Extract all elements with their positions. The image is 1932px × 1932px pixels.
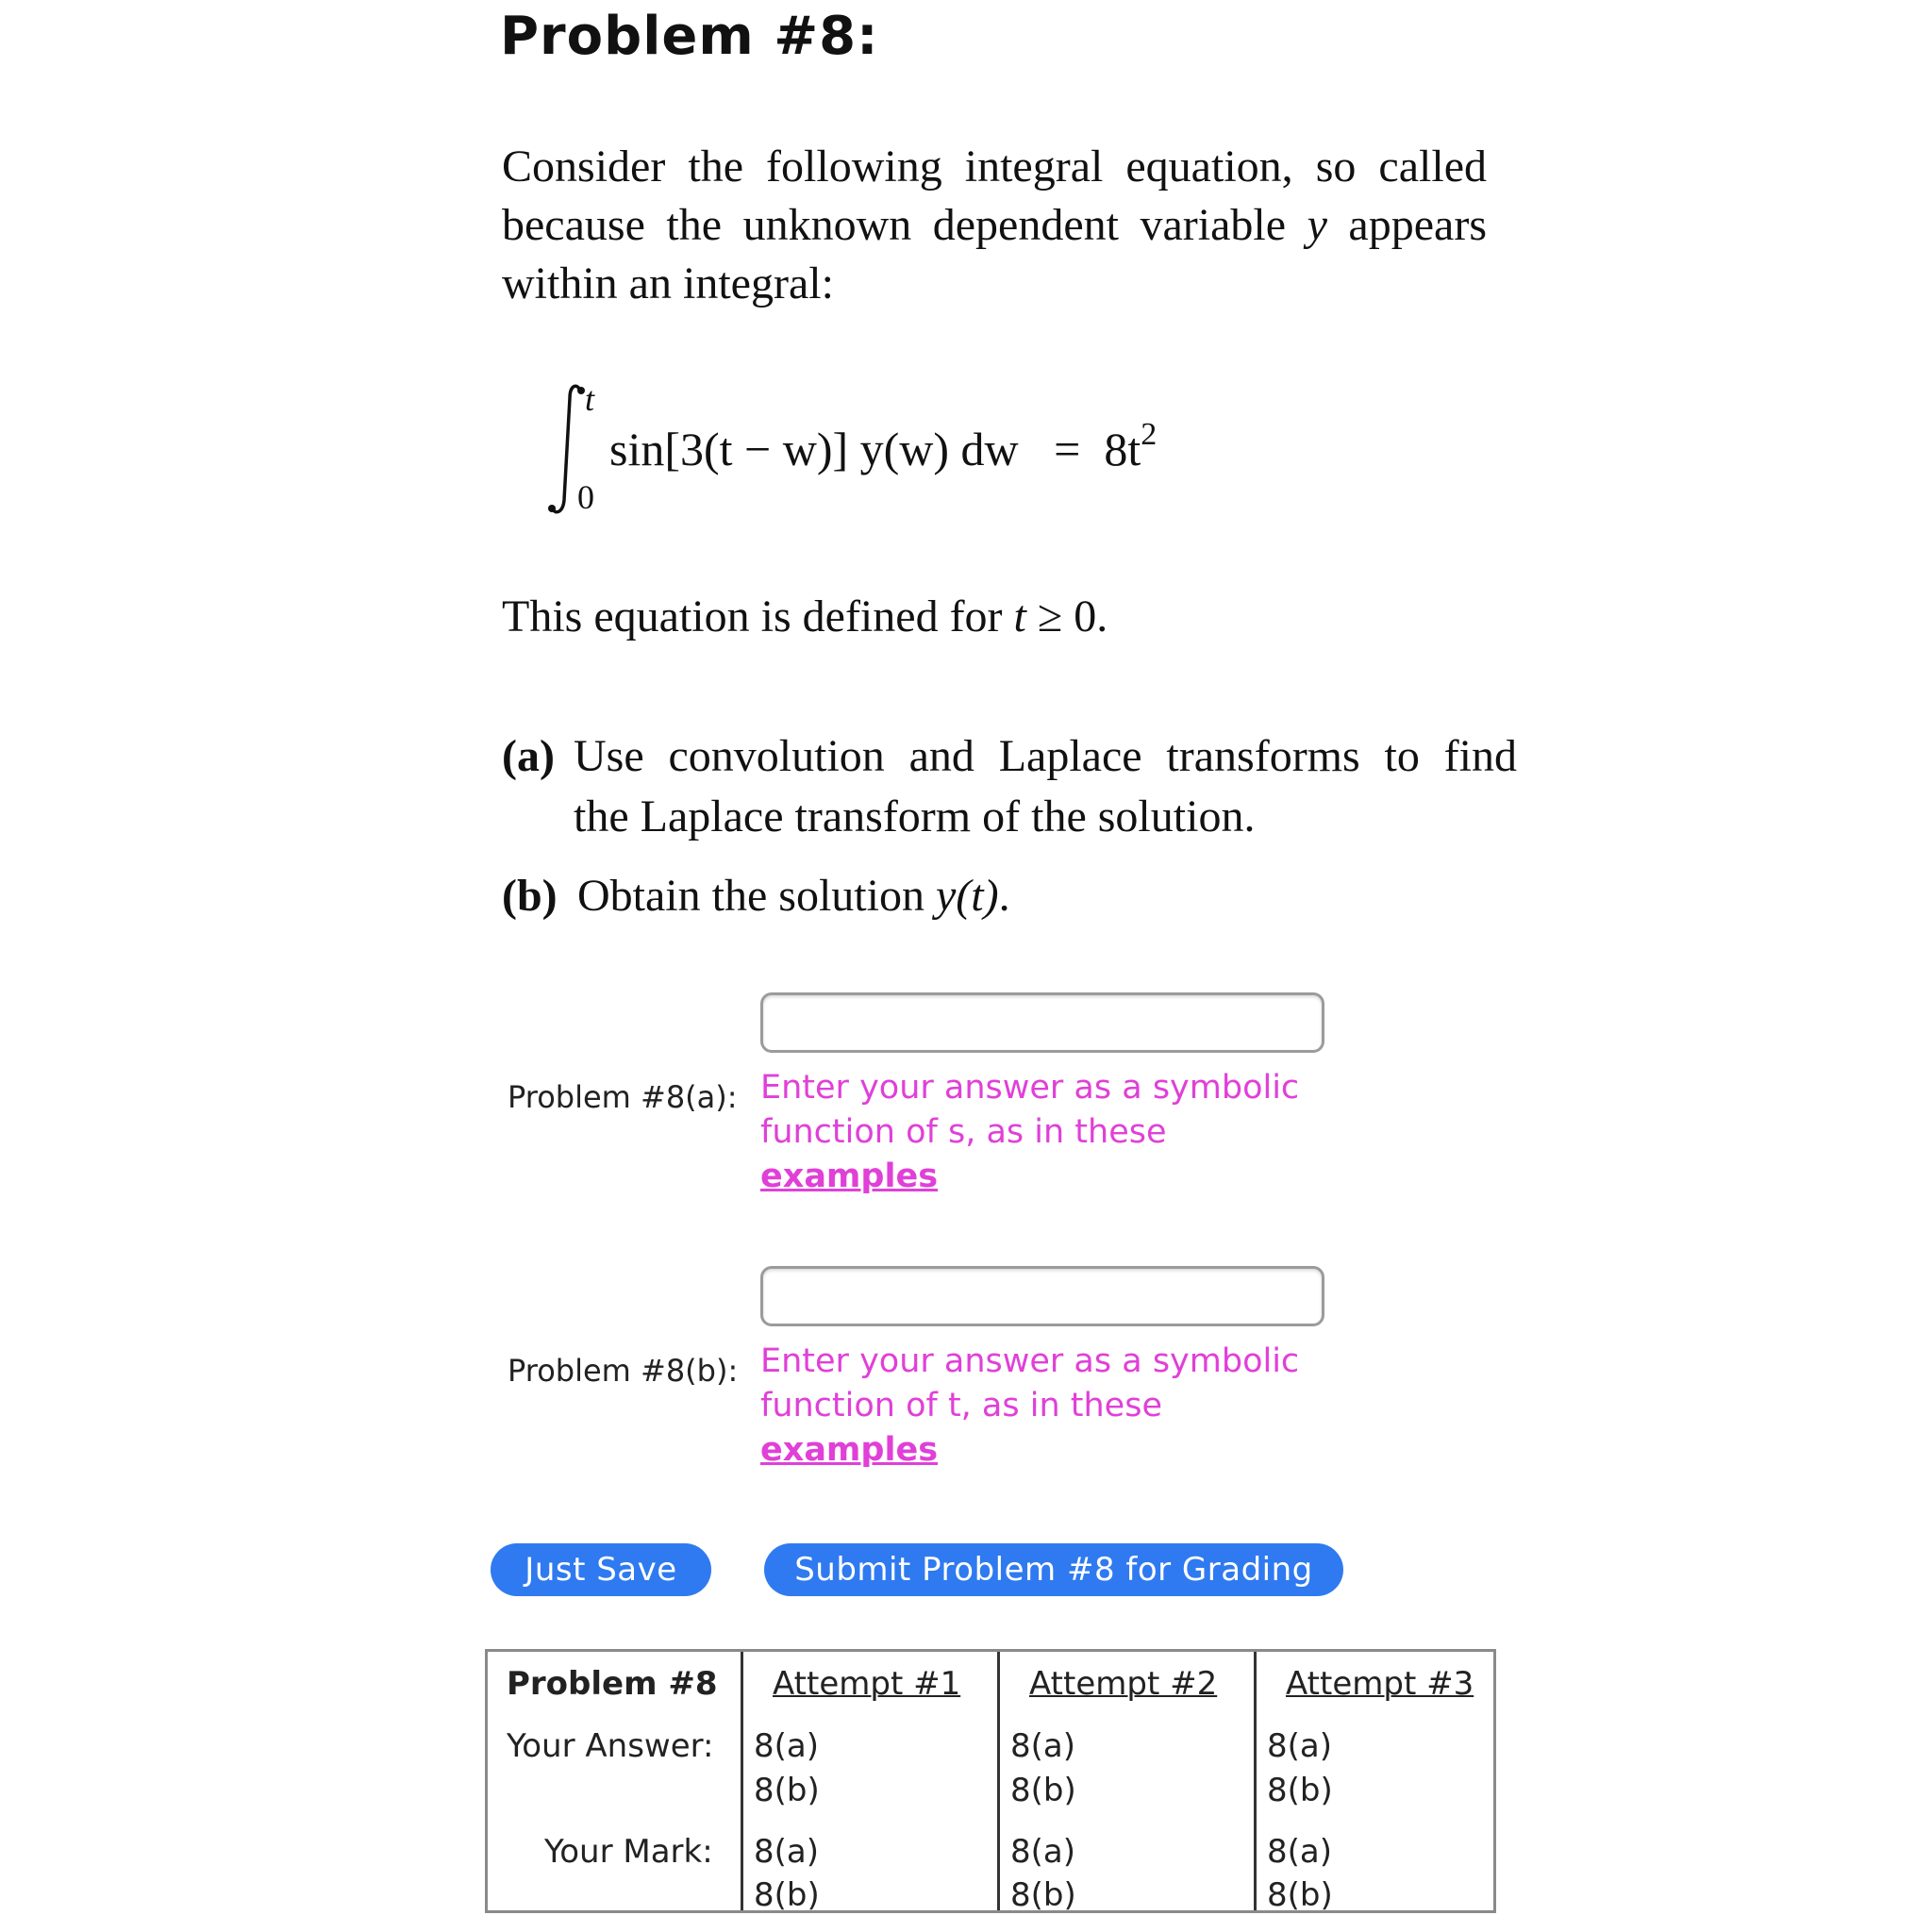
- examples-link-8a[interactable]: examples: [760, 1158, 939, 1195]
- variable-y: y: [1307, 200, 1327, 250]
- attempt-3-mark-a: 8(a): [1267, 1833, 1332, 1871]
- part-a-label: (a): [502, 731, 555, 781]
- attempt-2-mark-a: 8(a): [1010, 1833, 1075, 1871]
- answer-8b-label: Problem #8(b):: [508, 1353, 739, 1389]
- answer-8a-input[interactable]: [760, 992, 1324, 1053]
- attempt-1-mark-a: 8(a): [754, 1833, 819, 1871]
- attempt-3-mark-b: 8(b): [1267, 1876, 1333, 1914]
- examples-link-8b[interactable]: examples: [760, 1431, 939, 1469]
- your-mark-label: Your Mark:: [544, 1833, 713, 1871]
- integral-lower-limit: 0: [577, 478, 594, 516]
- part-a: [502, 726, 1517, 849]
- problem-title: Problem #8:: [500, 6, 879, 67]
- attempt-1-answer-b: 8(b): [754, 1772, 820, 1809]
- intro-line-2: because the unknown dependent variable y appears: [502, 200, 1487, 250]
- problem-intro: [502, 138, 1487, 313]
- attempt-3-answer-a: 8(a): [1267, 1727, 1332, 1765]
- integral-equation: [547, 377, 1208, 528]
- rhs-base: 8t: [1104, 423, 1141, 475]
- attempt-2-answer-b: 8(b): [1010, 1772, 1076, 1809]
- your-answer-label: Your Answer:: [507, 1727, 714, 1765]
- part-a-text: Use convolution and Laplace transforms to find the Laplace transform of the solution.: [574, 731, 1517, 841]
- domain-statement: This equation is defined for t ≥ 0.: [502, 591, 1108, 641]
- attempt-1-link[interactable]: Attempt #1: [773, 1665, 961, 1703]
- integral-sign-icon: [547, 377, 604, 528]
- part-b-text: Obtain the solution y(t).: [577, 871, 1010, 921]
- attempt-1-answer-a: 8(a): [754, 1727, 819, 1765]
- part-b: [502, 866, 1487, 932]
- attempts-table-header: Problem #8: [507, 1665, 718, 1703]
- integral-upper-limit: t: [585, 380, 595, 418]
- attempt-2-mark-b: 8(b): [1010, 1876, 1076, 1914]
- intro-line-1: Consider the following integral equation, so called: [502, 142, 1487, 192]
- attempt-2-link[interactable]: Attempt #2: [1029, 1665, 1218, 1703]
- integrand: sin[3(t − w)] y(w) dw: [609, 423, 1019, 475]
- answer-8b-input[interactable]: [760, 1266, 1324, 1326]
- just-save-button[interactable]: Just Save: [491, 1543, 711, 1596]
- attempts-table: [485, 1649, 1496, 1913]
- equals-sign: =: [1054, 423, 1081, 475]
- answer-8b-hint: Enter your answer as a symbolic function of t, as in these examples: [760, 1342, 1300, 1469]
- integral-body: [609, 417, 1157, 476]
- intro-line-3: within an integral:: [502, 258, 834, 308]
- answer-8a-hint: Enter your answer as a symbolic function of s, as in these examples: [760, 1069, 1300, 1195]
- rhs-exponent: 2: [1141, 417, 1158, 452]
- attempt-2-answer-a: 8(a): [1010, 1727, 1075, 1765]
- attempt-1-mark-b: 8(b): [754, 1876, 820, 1914]
- answer-8a-label: Problem #8(a):: [508, 1079, 738, 1115]
- submit-button[interactable]: Submit Problem #8 for Grading: [764, 1543, 1343, 1596]
- attempt-3-link[interactable]: Attempt #3: [1286, 1665, 1474, 1703]
- part-b-label: (b): [502, 871, 558, 921]
- attempt-3-answer-b: 8(b): [1267, 1772, 1333, 1809]
